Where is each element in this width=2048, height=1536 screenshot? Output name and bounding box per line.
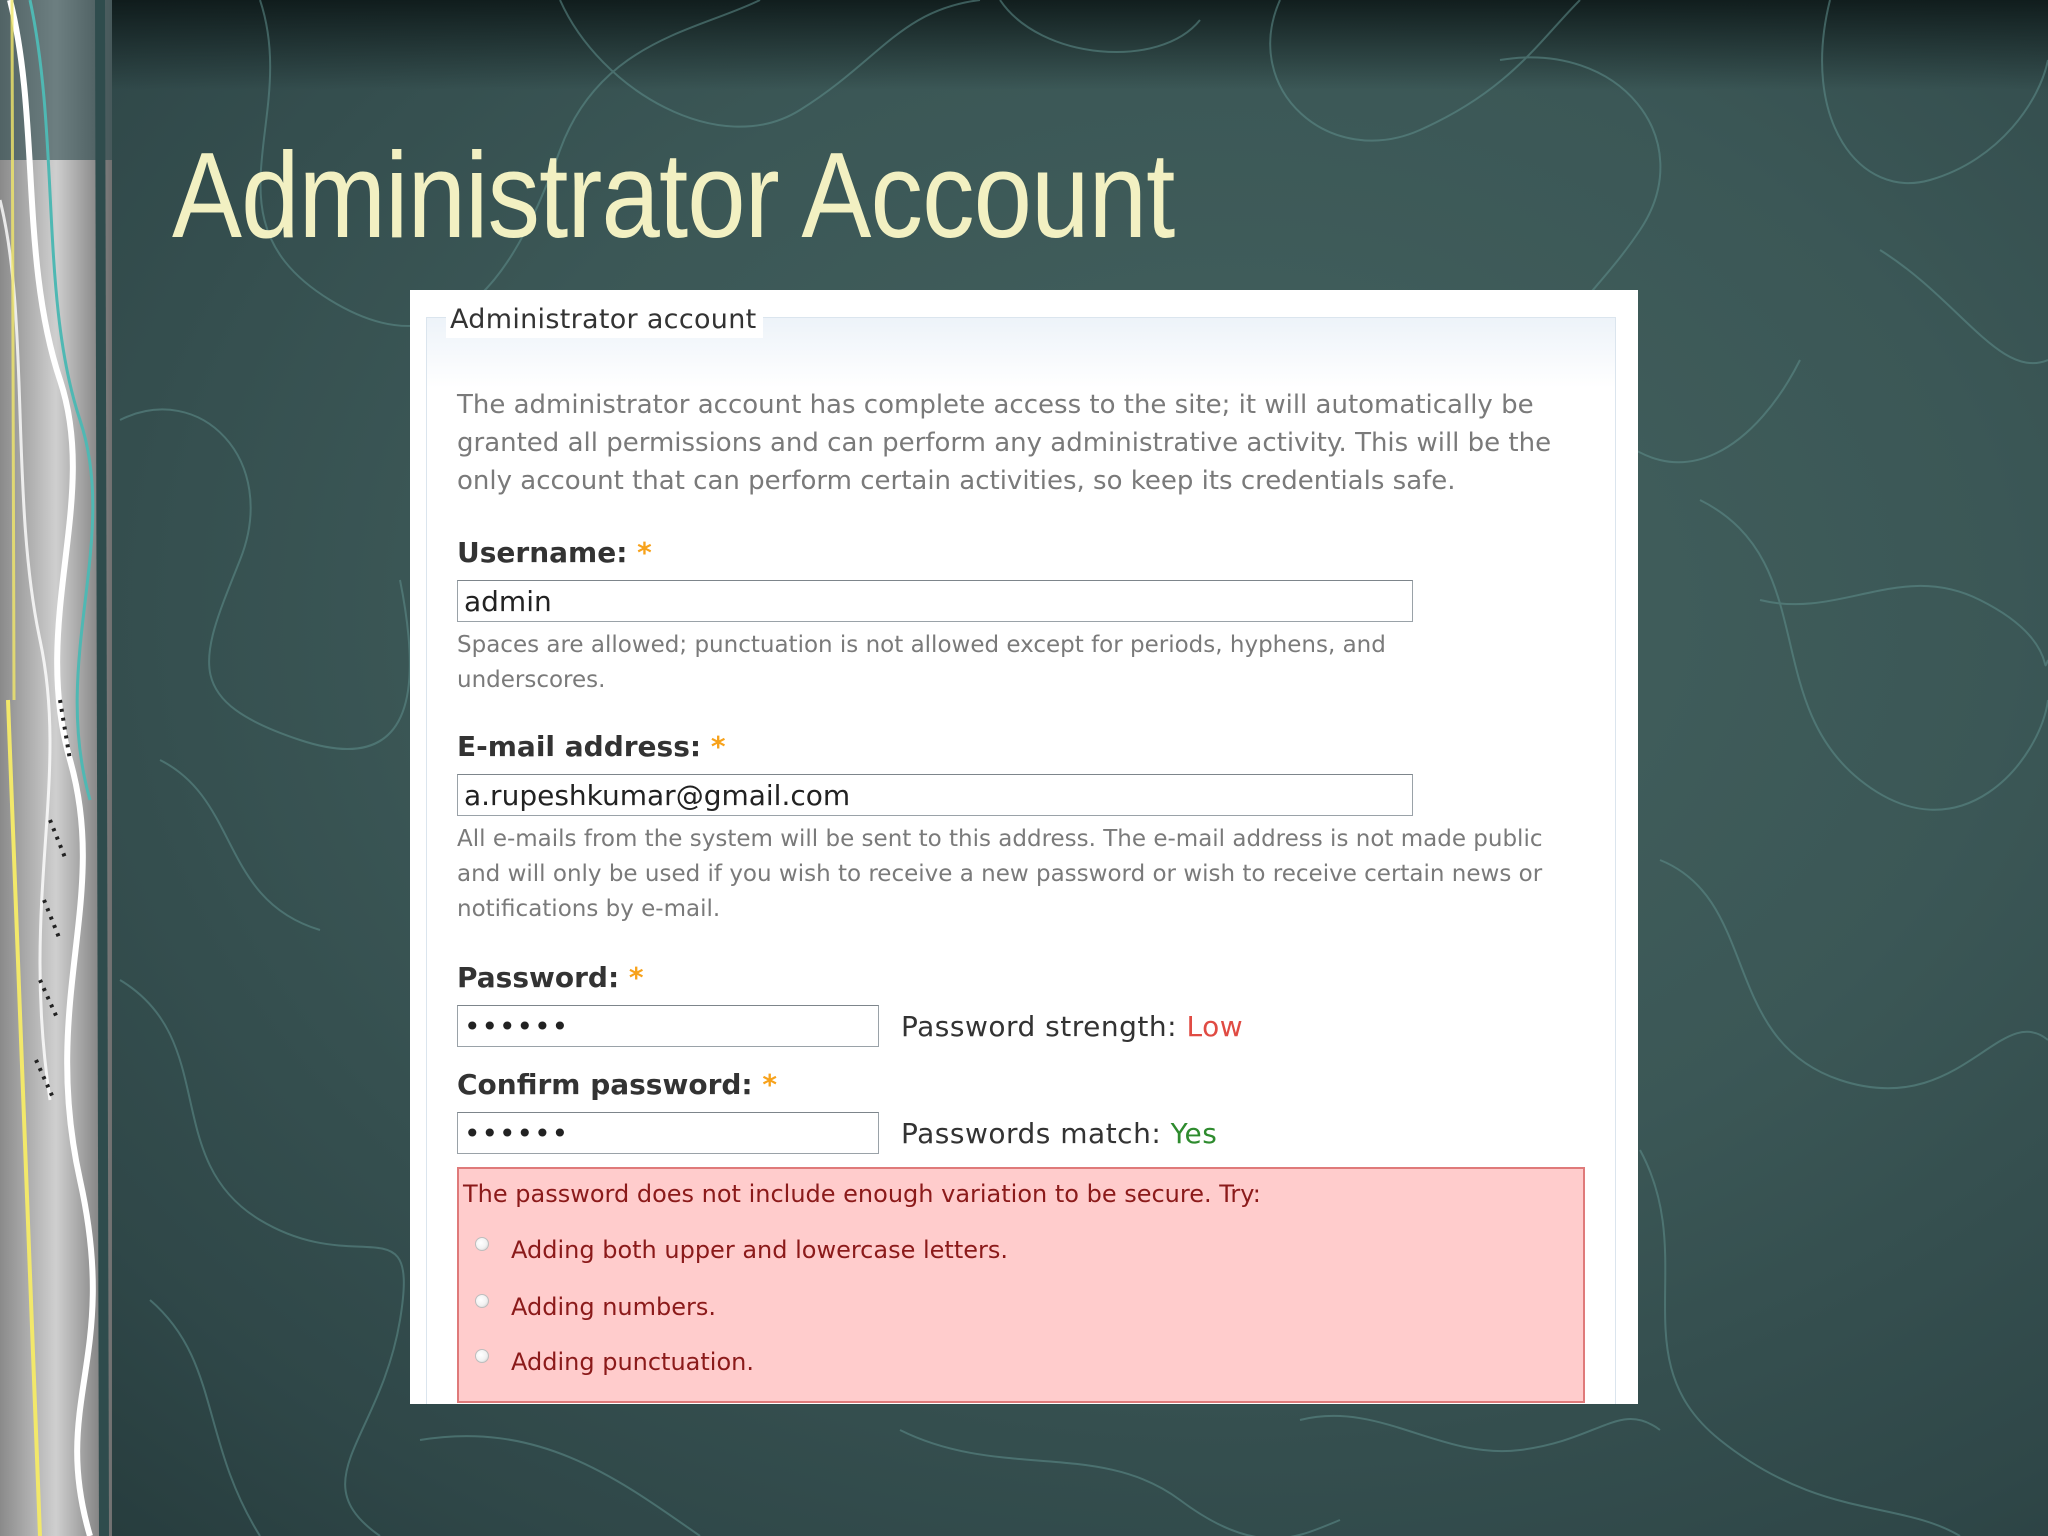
bullet-icon — [475, 1349, 489, 1363]
password-label-row — [457, 961, 644, 994]
slide-title: Administrator Account — [172, 127, 1175, 263]
username-label: Username: — [457, 536, 628, 569]
password-strength-label: Password strength: — [901, 1010, 1178, 1043]
username-input[interactable] — [457, 580, 1413, 622]
email-label: E-mail address: — [457, 730, 702, 763]
required-marker: * — [710, 730, 726, 763]
email-input[interactable] — [457, 774, 1413, 816]
admin-account-form-screenshot — [410, 290, 1638, 1404]
topographic-map-strip — [0, 0, 112, 1536]
fieldset-legend: Administrator account — [446, 302, 763, 338]
password-warning-message: The password does not include enough variation to be secure. Try: — [463, 1180, 1261, 1208]
username-description: Spaces are allowed; punctuation is not allowed except for periods, hyphens, and underscores. — [457, 632, 1386, 693]
bullet-icon — [475, 1294, 489, 1308]
password-match-value: Yes — [1170, 1117, 1218, 1150]
required-marker: * — [637, 536, 652, 569]
password-match-label: Passwords match: — [901, 1117, 1162, 1150]
password-strength-value: Low — [1186, 1010, 1244, 1043]
warning-tip-text: Adding numbers. — [511, 1293, 717, 1321]
intro-description: The administrator account has complete access to the site; it will automatically be granted all permissions and can perform any administrative activity. This will be the only account that can perform certain activities, so keep its credentials safe. — [457, 390, 1552, 496]
warning-tip-text: Adding punctuation. — [511, 1348, 754, 1376]
required-marker: * — [628, 961, 644, 994]
username-label-row — [457, 536, 652, 569]
warning-tip-text: Adding both upper and lowercase letters. — [511, 1236, 1009, 1264]
bullet-icon — [475, 1237, 489, 1251]
confirm-password-label-row — [457, 1068, 777, 1101]
confirm-password-label: Confirm password: — [457, 1068, 753, 1101]
password-label: Password: — [457, 961, 620, 994]
password-strength-indicator — [901, 1010, 1243, 1043]
password-warning-box — [457, 1167, 1585, 1403]
email-label-row — [457, 730, 725, 763]
required-marker: * — [762, 1068, 778, 1101]
email-description: All e-mails from the system will be sent to this address. The e-mail address is not made public and will only be used if you wish to receive a new password or wish to receive certain news or notifications by e-mail. — [457, 826, 1543, 922]
confirm-password-input[interactable] — [457, 1112, 879, 1154]
password-input[interactable] — [457, 1005, 879, 1047]
password-match-indicator — [901, 1117, 1217, 1150]
